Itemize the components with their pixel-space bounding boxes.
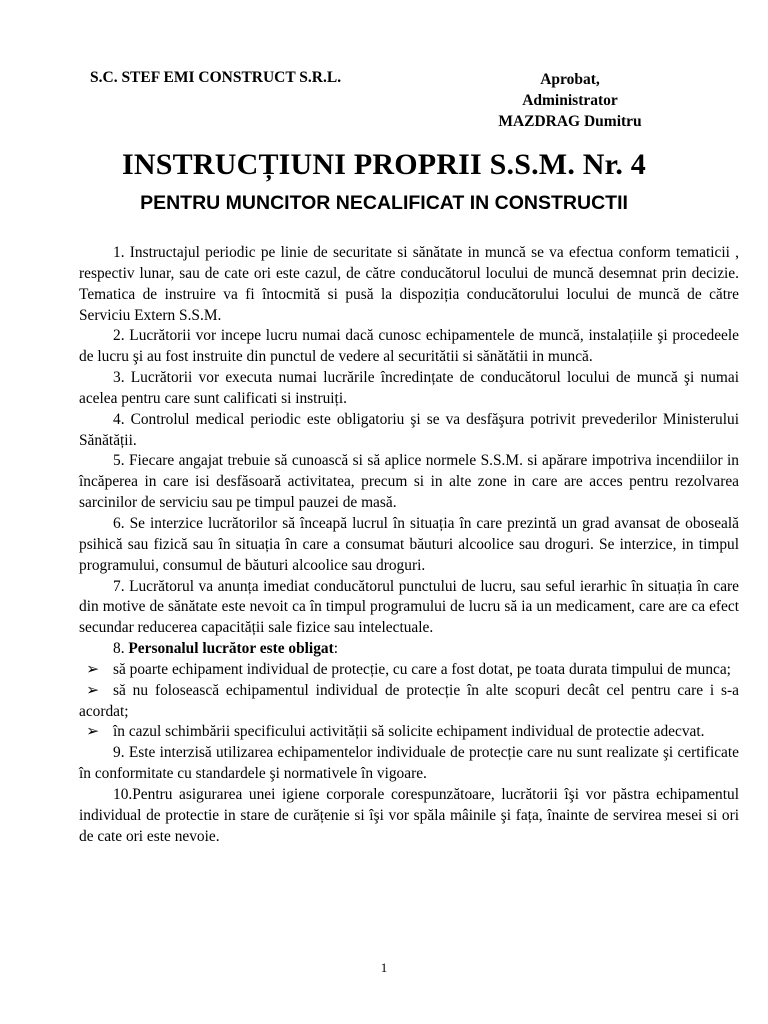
bullet-item-3-text: în cazul schimbării specificului activității să solicite echipament individual de protectie adecvat. [113, 723, 705, 741]
arrow-bullet-icon: ➢ [86, 723, 99, 741]
bullet-item-1-text: să poarte echipament individual de protecție, cu care a fost dotat, pe toata durata timpului de munca; [113, 660, 731, 678]
arrow-bullet-icon: ➢ [86, 660, 99, 678]
approval-line-name: MAZDRAG Dumitru [498, 113, 642, 130]
instruction-item-4: 4. Controlul medical periodic este obligatoriu şi se va desfăşura potrivit prevederilor Ministerului Sănătății. [79, 410, 739, 449]
instruction-item-2: 2. Lucrătorii vor incepe lucru numai dacă cunosc echipamentele de muncă, instalațiile şi procedeele de lucru şi au fost instruite din punctul de vedere al securitătii si sănătătii in muncă. [79, 327, 739, 366]
bullet-item-3 [79, 722, 739, 743]
item-8-colon: : [333, 640, 338, 658]
bullet-item-1 [79, 660, 739, 681]
instruction-item-9: 9. Este interzisă utilizarea echipamentelor individuale de protecție care nu sunt realizate şi certificate în conformitate cu standardele şi normativele în vigoare. [79, 744, 739, 783]
instruction-item-1: 1. Instructajul periodic pe linie de securitate si sănătate in muncă se va efectua conform tematicii , respectiv lunar, sau de cate ori este cazul, de către conducătorul locului de muncă desemnat prin decizie. Tematica de instruire va fi întocmită si pusă la dispoziția conducătorului locului de muncă de către Serviciu Extern S.S.M. [79, 244, 739, 324]
instruction-item-5: 5. Fiecare angajat trebuie să cunoască si să aplice normele S.S.M. si apărare impotriva incendiilor in încăperea in care isi desfăsoară activitatea, precum si in alte zone in care are acces pentru rezolvarea sarcinilor de serviciu sau pe timpul pauzei de masă. [79, 452, 739, 512]
instruction-item-7: 7. Lucrătorul va anunța imediat conducătorul punctului de lucru, sau seful ierarhic în situația în care din motive de sănătate este nevoit ca în timpul programului de lucru să ia un medicament, care are ca efect secundar reducerea capacității sale fizice sau intelectuale. [79, 577, 739, 637]
approval-line-approved: Aprobat, [540, 71, 600, 88]
instruction-item-8 [79, 639, 739, 660]
instruction-item-10: 10.Pentru asigurarea unei igiene corporale corespunzătoare, lucrătorii îşi vor păstra echipamentul individual de protectie in stare de curățenie si îşi vor spăla mâinile şi fața, înainte de servirea mesei si ori de cate ori este nevoie. [79, 785, 739, 845]
arrow-bullet-icon: ➢ [86, 681, 99, 699]
document-subtitle: PENTRU MUNCITOR NECALIFICAT IN CONSTRUCTII [140, 192, 628, 214]
approval-block [470, 69, 670, 132]
item-8-heading: Personalul lucrător este obligat [128, 640, 334, 658]
company-name: S.C. STEF EMI CONSTRUCT S.R.L. [90, 69, 342, 86]
instructions-body [79, 243, 739, 847]
bullet-item-2-text: să nu folosească echipamentul individual de protecție în alte scopuri decât cel pentru care i s-a acordat; [79, 681, 739, 720]
page-number: 1 [380, 960, 388, 975]
bullet-item-2 [79, 681, 739, 723]
item-8-number: 8. [113, 640, 129, 658]
instruction-item-3: 3. Lucrătorii vor executa numai lucrările încredințate de conducătorul locului de muncă şi numai acelea pentru care sunt calificati si instruiți. [79, 369, 739, 407]
approval-line-role: Administrator [522, 92, 618, 109]
document-title: INSTRUCȚIUNI PROPRII S.S.M. Nr. 4 [122, 148, 646, 181]
instruction-item-6: 6. Se interzice lucrătorilor să înceapă lucrul în situația în care prezintă un grad avansat de oboseală psihică sau fizică sau în situația în care a consumat băuturi alcoolice sau droguri. Se interzice, in timpul programului, consumul de băuturi alcoolice sau droguri. [79, 514, 739, 574]
